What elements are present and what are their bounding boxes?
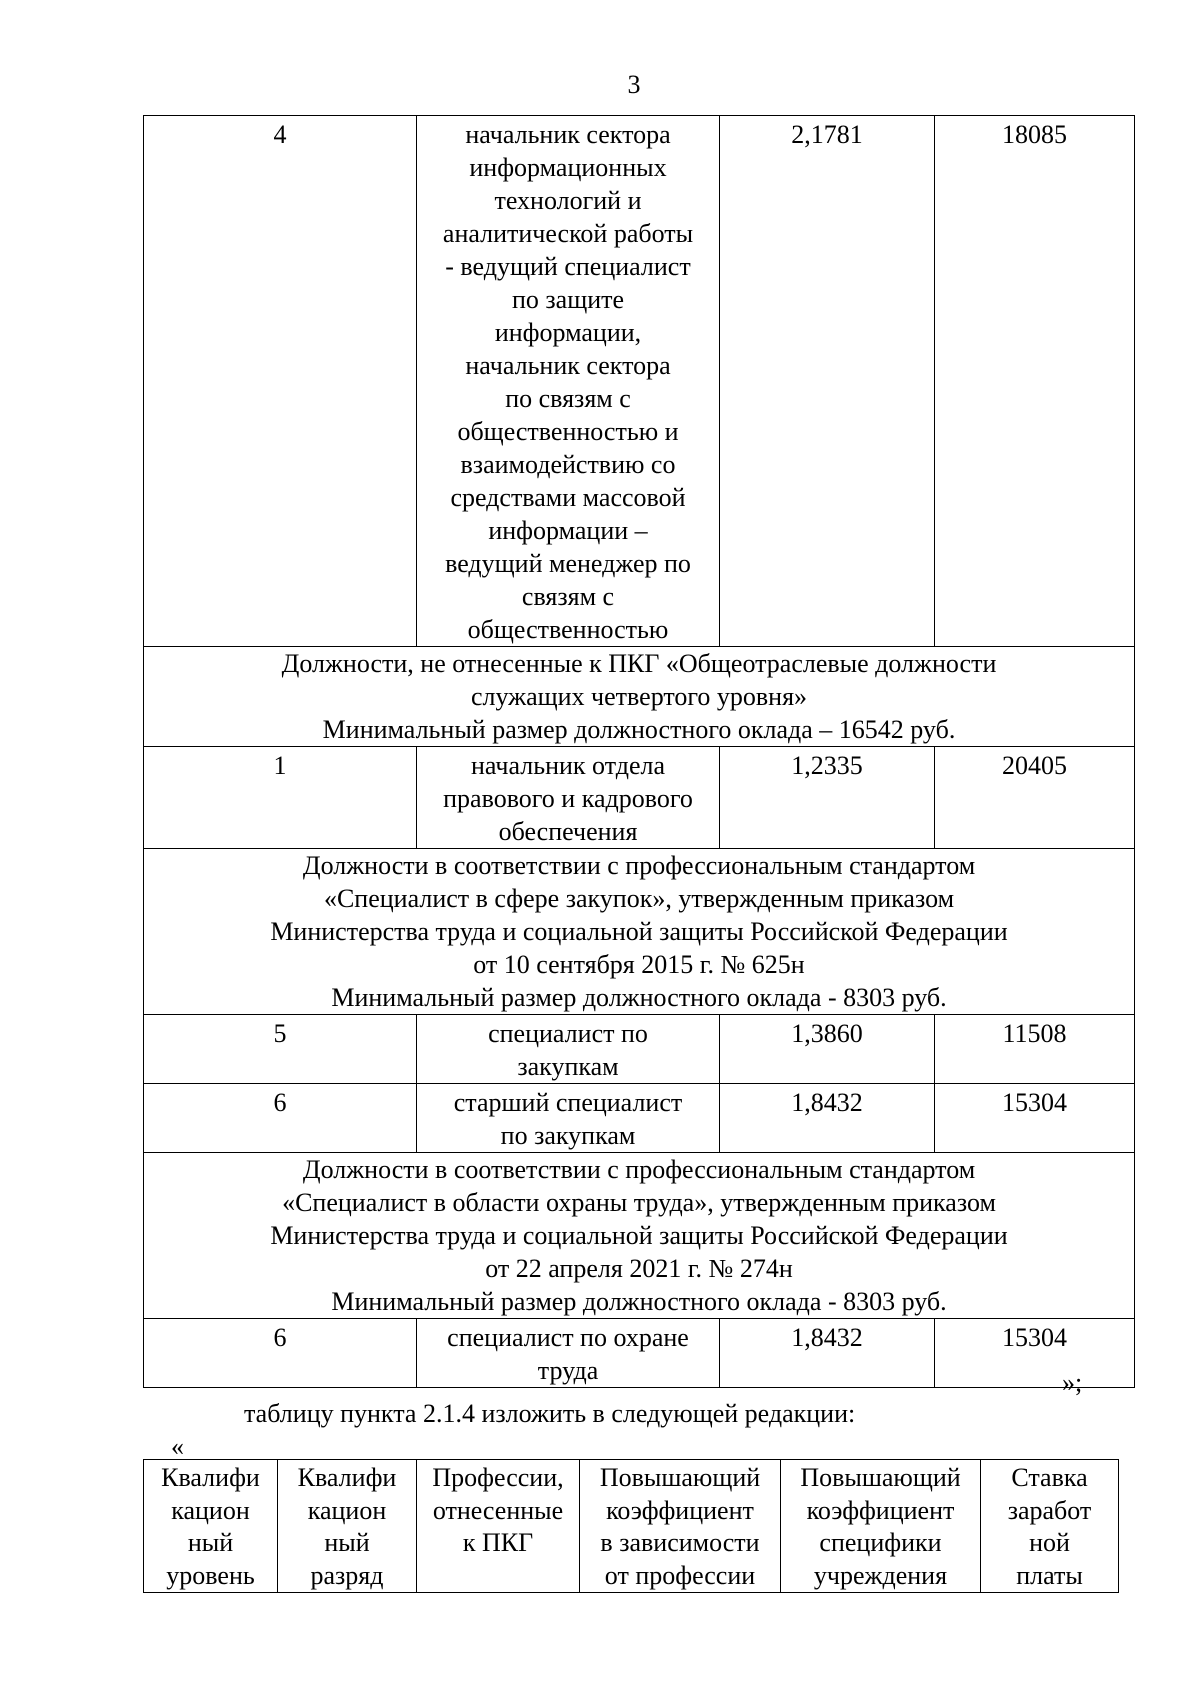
section-header: Должности в соответствии с профессиональным стандартом «Специалист в области охраны труда», утвержденным приказом Министерства труда и социальной защиты Российской Федерации от 22 апреля 2021 г. № 274н Минимальный размер должностного оклада - 8303 руб. bbox=[144, 1153, 1135, 1319]
section-header-row bbox=[144, 849, 1135, 1015]
header-qualification-grade: Квалифи кацион ный разряд bbox=[278, 1460, 417, 1593]
table-row bbox=[144, 747, 1135, 849]
position-cell: старший специалист по закупкам bbox=[417, 1084, 720, 1153]
position-cell: начальник сектора информационных технологий и аналитической работы - ведущий специалист по защите информации, начальник сектора по связям с общественностью и взаимодействию со средствами массовой информации – ведущий менеджер по связям с общественностью bbox=[417, 116, 720, 647]
coefficient-cell: 1,3860 bbox=[720, 1015, 935, 1084]
table-row bbox=[144, 1084, 1135, 1153]
header-professions: Профессии, отнесенные к ПКГ bbox=[417, 1460, 580, 1593]
table-header-row bbox=[144, 1460, 1119, 1593]
level-cell: 6 bbox=[144, 1319, 417, 1388]
coefficient-cell: 2,1781 bbox=[720, 116, 935, 647]
section-header-row bbox=[144, 1153, 1135, 1319]
coefficient-cell: 1,8432 bbox=[720, 1084, 935, 1153]
table-row bbox=[144, 1319, 1135, 1388]
opening-quote: « bbox=[171, 1432, 184, 1461]
profession-rates-table bbox=[143, 1459, 1119, 1593]
coefficient-cell: 1,8432 bbox=[720, 1319, 935, 1388]
body-paragraph: таблицу пункта 2.1.4 изложить в следующей редакции: bbox=[244, 1399, 856, 1428]
section-header: Должности, не отнесенные к ПКГ «Общеотраслевые должности служащих четвертого уровня» Минимальный размер должностного оклада – 16542 руб. bbox=[144, 647, 1135, 747]
salary-cell: 20405 bbox=[935, 747, 1135, 849]
section-header: Должности в соответствии с профессиональным стандартом «Специалист в сфере закупок», утвержденным приказом Министерства труда и социальной защиты Российской Федерации от 10 сентября 2015 г. № 625н Минимальный размер должностного оклада - 8303 руб. bbox=[144, 849, 1135, 1015]
level-cell: 6 bbox=[144, 1084, 417, 1153]
level-cell: 4 bbox=[144, 116, 417, 647]
header-qualification-level: Квалифи кацион ный уровень bbox=[144, 1460, 278, 1593]
header-wage-rate: Ставка заработ ной платы bbox=[981, 1460, 1119, 1593]
position-cell: специалист по закупкам bbox=[417, 1015, 720, 1084]
positions-salary-table bbox=[143, 115, 1135, 1388]
salary-cell: 15304 bbox=[935, 1084, 1135, 1153]
salary-cell: 11508 bbox=[935, 1015, 1135, 1084]
table-row bbox=[144, 1015, 1135, 1084]
closing-quote: »; bbox=[1062, 1368, 1083, 1397]
section-header-row bbox=[144, 647, 1135, 747]
header-profession-coefficient: Повышающий коэффициент в зависимости от профессии bbox=[580, 1460, 781, 1593]
header-institution-coefficient: Повышающий коэффициент специфики учреждения bbox=[781, 1460, 981, 1593]
position-cell: начальник отдела правового и кадрового обеспечения bbox=[417, 747, 720, 849]
table-row bbox=[144, 116, 1135, 647]
salary-cell: 18085 bbox=[935, 116, 1135, 647]
level-cell: 1 bbox=[144, 747, 417, 849]
salary-cell: 15304 bbox=[935, 1319, 1135, 1388]
page-number: 3 bbox=[627, 70, 641, 99]
position-cell: специалист по охране труда bbox=[417, 1319, 720, 1388]
level-cell: 5 bbox=[144, 1015, 417, 1084]
coefficient-cell: 1,2335 bbox=[720, 747, 935, 849]
